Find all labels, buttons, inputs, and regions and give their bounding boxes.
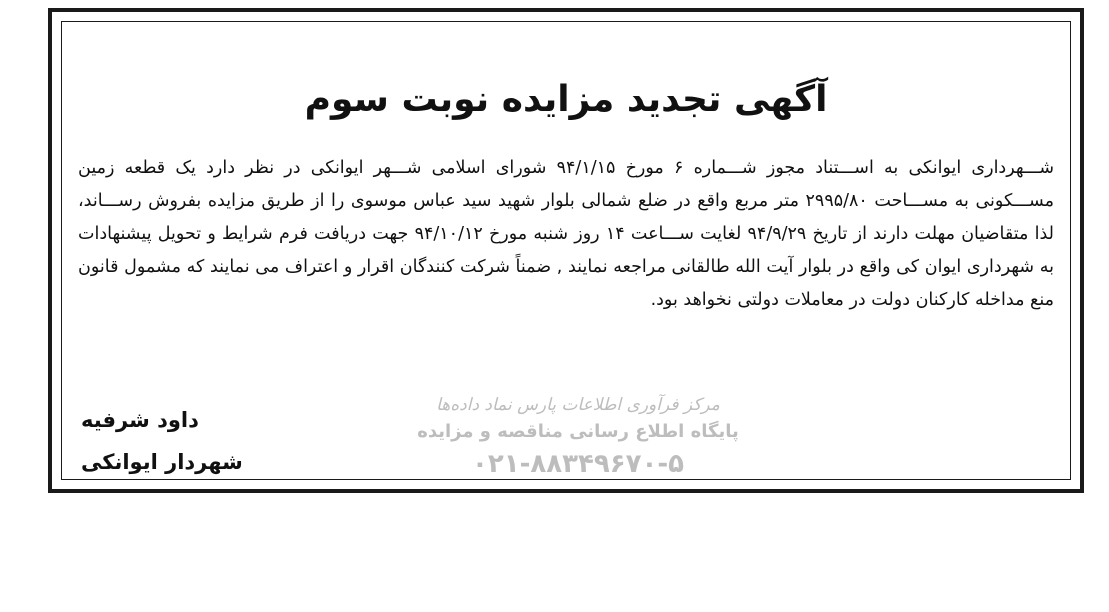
notice-body: شـــهرداری ایوانکی به اســـتناد مجوز شـــماره ۶ مورخ ۹۴/۱/۱۵ شورای اسلامی شـــهر ایوانکی در نظر دارد یک قطعه زمین مســـکونی به مســـاحت ۲۹۹۵/۸۰ متر مربع واقع در ضلع شمالی بلوار شهید سید عباس موسوی را از طریق مزایده بفروش رســـاند، لذا متقاضیان مهلت دارند از تاریخ ۹۴/۹/۲۹ لغایت ســـاعت ۱۴ روز شنبه مورخ ۹۴/۱۰/۱۲ جهت دریافت فرم شرایط و تحویل پیشنهادات به شهرداری ایوان کی واقع در بلوار آیت الله طالقانی مراجعه نمایند , ضمناً شرکت کنندگان اقرار و اعتراف می نمایند که مشمول قانون منع مداخله کارکنان دولت در معاملات دولتی نخواهد بود. [78, 158, 1054, 310]
watermark-phone: ۰۲۱-۸۸۳۴۹۶۷۰-۵ [471, 449, 684, 479]
signature-name: داود شرفیه [81, 408, 199, 432]
publisher-watermark [358, 393, 798, 481]
notice-outer-frame [48, 8, 1084, 493]
notice-inner-frame [61, 21, 1071, 480]
signature-title: شهردار ایوانکی [81, 450, 243, 474]
watermark-publisher-name: مرکز فرآوری اطلاعات پارس نماد داده‌ها [436, 395, 720, 415]
watermark-site-name: پایگاه اطلاع رسانی مناقصه و مزایده [417, 421, 739, 442]
notice-content [68, 28, 1064, 479]
notice-title: آگهی تجدید مزایده نوبت سوم [304, 79, 828, 120]
